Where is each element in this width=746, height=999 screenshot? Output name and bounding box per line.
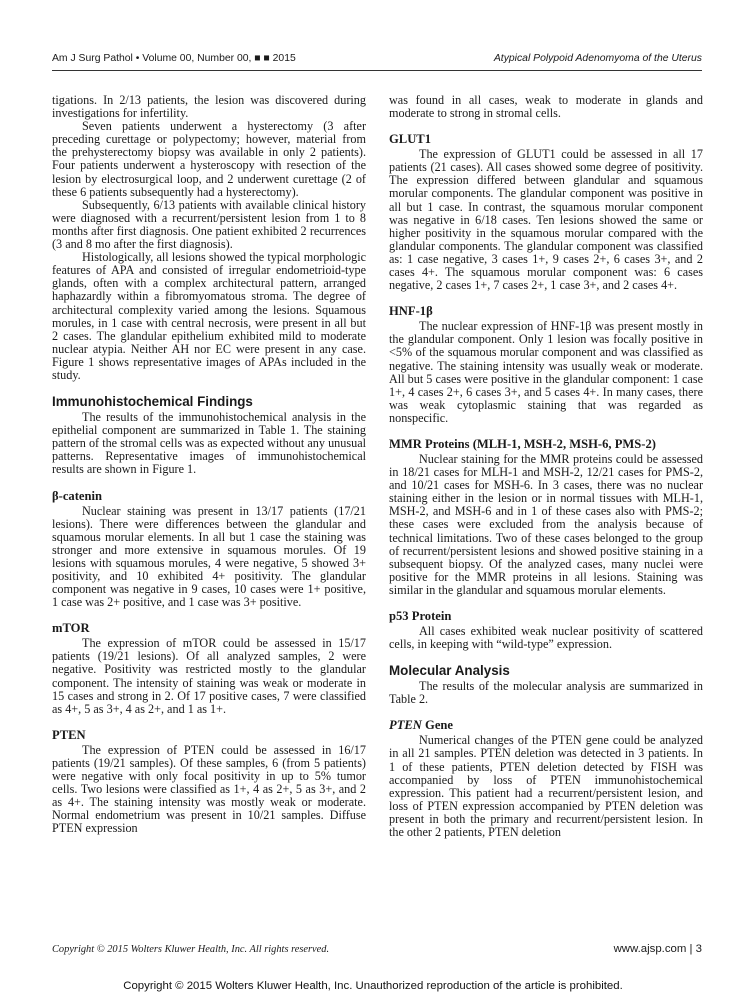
subsection-heading-pten: PTEN [52, 727, 86, 742]
paragraph: All cases exhibited weak nuclear positivity of scattered cells, in keeping with “wild-type” expression. [389, 624, 703, 652]
footer-page-info: www.ajsp.com | 3 [613, 943, 702, 955]
copyright-notice: Copyright © 2015 Wolters Kluwer Health, Inc. Unauthorized reproduction of the article is prohibited. [123, 980, 623, 992]
article-short-title: Atypical Polypoid Adenomyoma of the Uterus [493, 53, 702, 64]
running-header [52, 52, 702, 71]
subsection-heading-beta-catenin: β-catenin [52, 488, 103, 503]
paragraph: The expression of GLUT1 could be assessed in all 17 patients (21 cases). All cases showed some degree of positivity. The expression differed between glandular and squamous morular components. The glandular component was positive in all but 1 case. In contrast, the squamous morular component was negative in 6/18 cases. Ten lesions showed the same or higher positivity in the squamous morular compared with the glandular components. The glandular component was classified as: 1 case negative, 3 cases 1+, 9 cases 2+, 6 cases 3+, and 2 cases 4+. The squamous morular component was: 6 cases negative, 2 cases 1+, 7 cases 2+, 1 case 3+, and 2 cases 4+. [389, 147, 703, 293]
paragraph: Numerical changes of the PTEN gene could be analyzed in all 21 samples. PTEN deletion was detected in 3 patients. In 1 of these patients, PTEN deletion detected by FISH was accompanied by loss of PTEN immunohistochemical expression. This patient had a recurrent/persistent lesion, and loss of PTEN expression accompanied by PTEN deletion was present in both the primary and recurrent/persistent lesion. In the other 2 patients, PTEN deletion [389, 733, 703, 840]
footer-copyright: Copyright © 2015 Wolters Kluwer Health, Inc. All rights reserved. [52, 944, 330, 955]
section-heading-immunohistochemical: Immunohistochemical Findings [52, 394, 253, 410]
journal-citation: Am J Surg Pathol • Volume 00, Number 00, ■ ■ 2015 [52, 53, 296, 64]
paragraph: The expression of PTEN could be assessed in 16/17 patients (19/21 samples). Of these samples, 6 (from 5 patients) were negative with only focal positivity in up to 5% tumor cells. Two lesions were classified as 1+, 4 as 2+, 5 as 3+, and 2 as 4+. The staining intensity was mostly weak or moderate. Normal endometrium was present in 10/21 samples. Diffuse PTEN expression [52, 742, 366, 836]
heading-suffix: Gene [421, 718, 454, 733]
paragraph: Histologically, all lesions showed the typical morphologic features of APA and consisted of irregular endometrioid-type glands, often with a complex architectural pattern, arranged haphazardly within a fibromyomatous stroma. The degree of architectural complexity varied among the lesions. Squamous morules, in 1 case with central necrosis, were present in all but 2 cases. The glandular epithelium exhibited mild to moderate nuclear atypia. Neither AH nor EC were present in any case. Figure 1 shows representative images of APAs included in the study. [52, 250, 366, 382]
gene-name: PTEN [389, 718, 422, 733]
page-footer [52, 944, 702, 960]
paragraph: The expression of mTOR could be assessed in 15/17 patients (19/21 lesions). Of all analyzed samples, 2 were negative. Positivity was restricted mostly to the glandular component. The intensity of staining was weak or moderate in 15 cases and strong in 2. Of 17 positive cases, 7 were classified as 4+, 5 as 3+, 4 as 2+, and 1 as 1+. [52, 636, 366, 716]
subsection-heading-mmr: MMR Proteins (MLH-1, MSH-2, MSH-6, PMS-2) [389, 436, 656, 451]
left-column [52, 94, 366, 836]
paragraph: Nuclear staining was present in 13/17 patients (17/21 lesions). There were differences between the glandular and squamous morular elements. In all but 1 case the staining was stronger and more extensive in squamous morules. Of 19 lesions with squamous morules, 4 were negative, 5 showed 3+ positivity, and 10 exhibited 4+ positivity. The glandular component was negative in 9 cases, 10 cases were 1+ positive, 1 case was 2+ positive, and 1 case was 3+ positive. [52, 503, 366, 610]
subsection-heading-hnf1b: HNF-1β [389, 304, 433, 319]
paragraph: was found in all cases, weak to moderate in glands and moderate to strong in stromal cells. [389, 93, 703, 121]
paragraph: The results of the molecular analysis are summarized in Table 2. [389, 679, 703, 707]
subsection-heading-p53: p53 Protein [389, 609, 452, 623]
subsection-heading-pten-gene [389, 718, 703, 732]
subsection-heading-mtor: mTOR [52, 621, 90, 636]
paragraph: Subsequently, 6/13 patients with available clinical history were diagnosed with a recurrent/persistent lesion from 1 to 8 months after first diagnosis. One patient exhibited 2 recurrences (3 and 8 mo after the first diagnosis). [52, 197, 366, 252]
paragraph: Seven patients underwent a hysterectomy (3 after preceding curettage or polypectomy; however, material from the prehysterectomy biopsy was available in only 2 patients). Four patients underwent a hysteroscopy with resection of the lesion by electrosurgical loop, and 2 underwent curettage (2 of these 6 patients subsequently had a hysterectomy). [52, 119, 366, 199]
paragraph: Nuclear staining for the MMR proteins could be assessed in 18/21 cases for MLH-1 and MSH-2, 12/21 cases for PMS-2, and 10/21 cases for MSH-6. In 3 cases, there was no nuclear staining either in the lesion or in normal tissues with MLH-1, MSH-2, and MSH-6 and in 1 of these cases also with PMS-2; these cases were excluded from the analysis because of technical limitations. Two of these cases belonged to the group of recurrent/persistent lesions and showed positive staining in a subsequent biopsy. Of the analyzed cases, many nuclei were positive for the MMR proteins in all lesions. Staining was similar in the glandular and squamous morular elements. [389, 451, 703, 597]
paragraph: The nuclear expression of HNF-1β was present mostly in the glandular component. Only 1 lesion was focally positive in <5% of the squamous morular component and was classified as negative. The staining intensity was usually weak or moderate. All but 5 cases were positive in the glandular component: 1 case 1+, 4 cases 2+, 6 cases 3+, and 5 cases 4+. In many cases, there was weak cytoplasmic staining that was regarded as nonspecific. [389, 319, 703, 425]
paragraph: The results of the immunohistochemical analysis in the epithelial component are summarized in Table 1. The staining pattern of the stromal cells was as expected without any unusual patterns. Representative images of immunohistochemical results are shown in Figure 1. [52, 410, 366, 477]
paragraph: tigations. In 2/13 patients, the lesion was discovered during investigations for infertility. [52, 93, 366, 121]
section-heading-molecular: Molecular Analysis [389, 663, 510, 679]
subsection-heading-glut1: GLUT1 [389, 132, 431, 147]
right-column [389, 94, 703, 839]
